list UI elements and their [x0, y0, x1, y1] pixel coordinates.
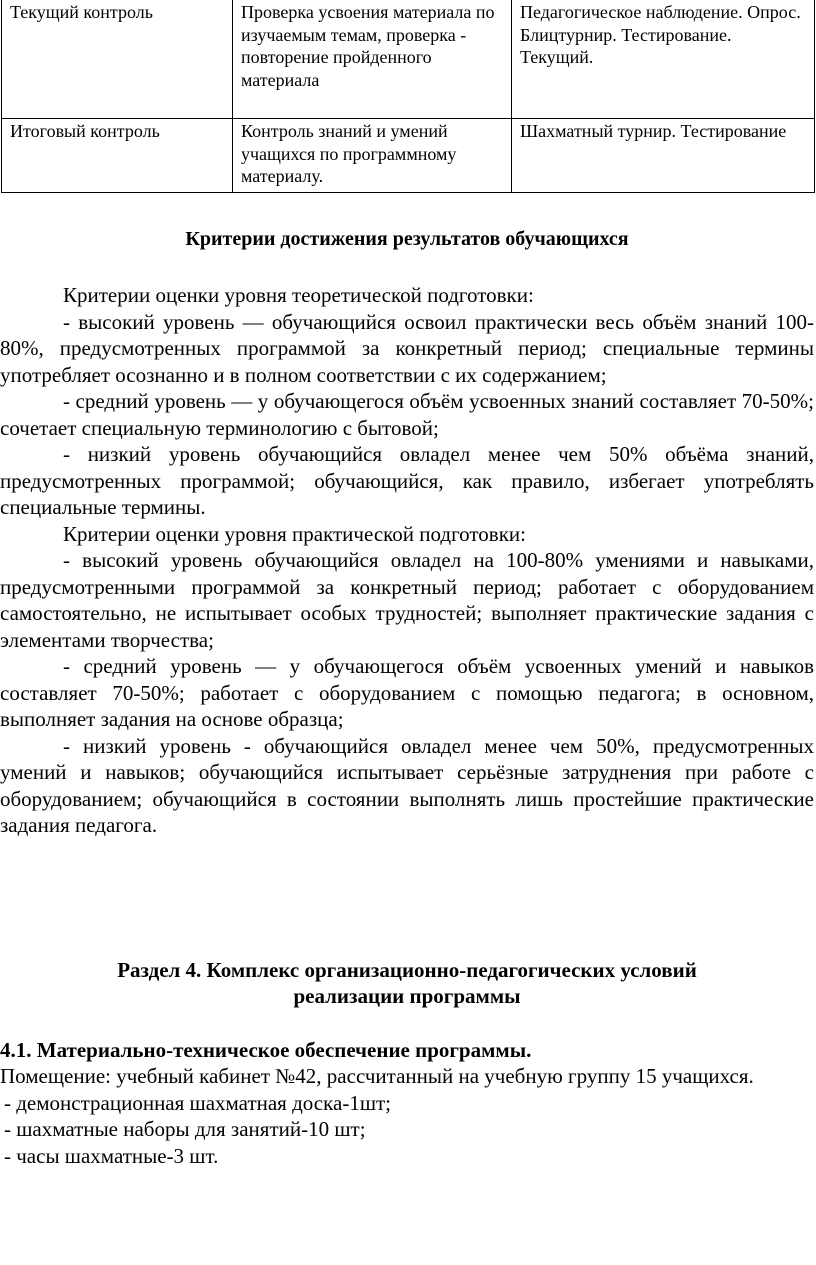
theory-mid-level: - средний уровень — у обучающегося объём усвоенных знаний составляет 70-50%; сочетает специальную терминологию с бытовой; [0, 389, 814, 440]
practice-low-level: - низкий уровень - обучающийся овладел менее чем 50%, предусмотренных умений и навыков; обучающийся испытывает серьёзные затруднения при работе с оборудованием; обучающийся в состоянии выполнять лишь простейшие практические задания педагога. [0, 733, 814, 837]
table-row [2, 0, 815, 119]
criteria-heading: Критерии достижения результатов обучающихся [185, 228, 629, 250]
table-cell-control-type: Текущий контроль [2, 0, 233, 119]
theory-low-level: - низкий уровень обучающийся овладел менее чем 50% объёма знаний, предусмотренных программой; обучающийся, как правило, избегает употреблять специальные термины. [0, 442, 814, 519]
table-row [2, 119, 815, 193]
table-cell-content: Контроль знаний и умений учащихся по программному материалу. [233, 119, 512, 193]
practice-mid-level: - средний уровень — у обучающегося объём усвоенных умений и навыков составляет 70-50%; работает с оборудованием с помощью педагога; в основном, выполняет задания на основе образца; [0, 654, 814, 731]
list-item: - шахматные наборы для занятий-10 шт; [4, 1117, 366, 1141]
section-4-title-line-2: реализации программы [293, 983, 521, 1008]
table-cell-forms: Педагогическое наблюдение. Опрос. Блицтурнир. Тестирование. Текущий. [512, 0, 815, 119]
table-cell-forms: Шахматный турнир. Тестирование [512, 119, 815, 193]
table-cell-content: Проверка усвоения материала по изучаемым темам, проверка - повторение пройденного материала [233, 0, 512, 119]
subsection-4-1-title: 4.1. Материально-техническое обеспечение программы. [0, 1037, 532, 1062]
practice-criteria-intro: Критерии оценки уровня практической подготовки: [63, 521, 526, 546]
document-body [0, 226, 814, 1169]
table-cell-control-type: Итоговый контроль [2, 119, 233, 193]
theory-criteria-intro: Критерии оценки уровня теоретической подготовки: [63, 283, 534, 307]
list-item: - демонстрационная шахматная доска-1шт; [4, 1090, 392, 1115]
list-item: - часы шахматные-3 шт. [4, 1143, 219, 1168]
practice-high-level: - высокий уровень обучающийся овладел на 100-80% умениями и навыками, предусмотренными программой за конкретный период; работает с оборудованием самостоятельно, не испытывает особых трудностей; выполняет практические задания с элементами творчества; [0, 548, 814, 652]
section-4-title-line-1: Раздел 4. Комплекс организационно-педагогических условий [117, 957, 697, 982]
room-description: Помещение: учебный кабинет №42, рассчитанный на учебную группу 15 учащихся. [0, 1064, 754, 1088]
theory-high-level: - высокий уровень — обучающийся освоил практически весь объём знаний 100-80%, предусмотренных программой за конкретный период; специальные термины употребляет осознанно и в полном соответствии с их содержанием; [0, 309, 814, 387]
control-table [1, 0, 815, 193]
